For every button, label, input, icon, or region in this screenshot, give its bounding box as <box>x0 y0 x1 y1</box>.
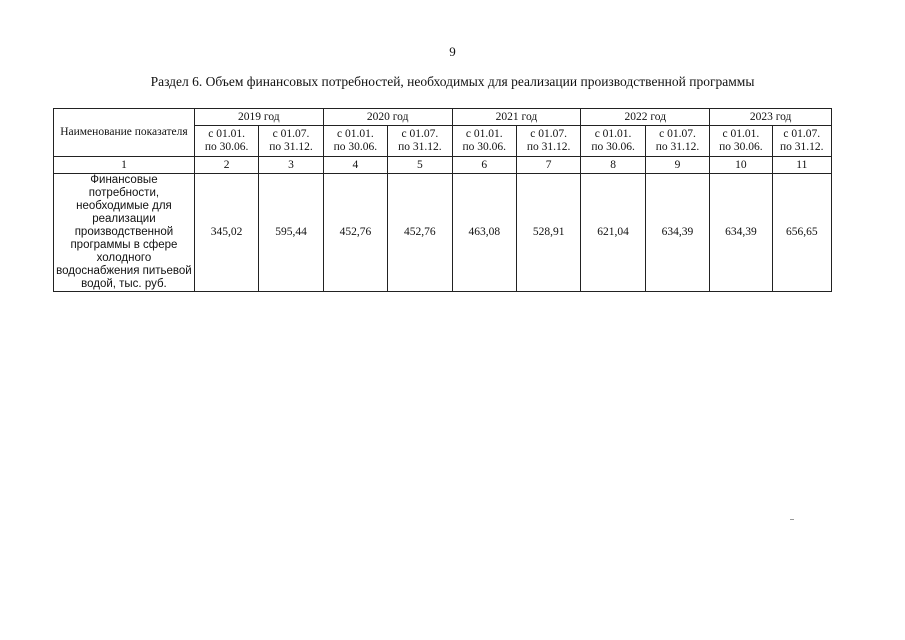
column-number: 2 <box>194 157 258 174</box>
table-row <box>54 174 832 292</box>
financial-needs-table <box>53 108 832 292</box>
year-header: 2021 год <box>452 109 581 126</box>
year-header-row <box>54 109 832 126</box>
period-header: с 01.07. по 31.12. <box>259 126 323 157</box>
period-header: с 01.01. по 30.06. <box>194 126 258 157</box>
column-number: 4 <box>323 157 387 174</box>
column-number: 8 <box>581 157 645 174</box>
period-header: с 01.01. по 30.06. <box>710 126 772 157</box>
value-cell: 634,39 <box>645 174 709 292</box>
value-cell: 345,02 <box>194 174 258 292</box>
value-cell: 528,91 <box>516 174 580 292</box>
value-cell: 463,08 <box>452 174 516 292</box>
column-number: 3 <box>259 157 323 174</box>
indicator-name: Финансовые потребности, необходимые для реализации производственной программы в сфере холодного водоснабжения питьевой водой, тыс. руб. <box>54 174 195 292</box>
column-number: 1 <box>54 157 195 174</box>
column-number: 9 <box>645 157 709 174</box>
period-header: с 01.07. по 31.12. <box>388 126 452 157</box>
column-number: 10 <box>710 157 772 174</box>
value-cell: 452,76 <box>388 174 452 292</box>
column-number: 5 <box>388 157 452 174</box>
scan-speck <box>790 519 794 520</box>
period-header: с 01.07. по 31.12. <box>772 126 831 157</box>
period-header: с 01.01. по 30.06. <box>323 126 387 157</box>
period-header: с 01.01. по 30.06. <box>452 126 516 157</box>
period-header: с 01.01. по 30.06. <box>581 126 645 157</box>
year-header: 2019 год <box>194 109 323 126</box>
page-number: 9 <box>449 44 456 59</box>
period-header: с 01.07. по 31.12. <box>645 126 709 157</box>
column-number: 7 <box>516 157 580 174</box>
year-header: 2022 год <box>581 109 710 126</box>
value-cell: 595,44 <box>259 174 323 292</box>
year-header: 2020 год <box>323 109 452 126</box>
section-title: Раздел 6. Объем финансовых потребностей, необходимых для реализации производственной программы <box>150 74 755 89</box>
value-cell: 621,04 <box>581 174 645 292</box>
year-header: 2023 год <box>710 109 832 126</box>
value-cell: 634,39 <box>710 174 772 292</box>
value-cell: 656,65 <box>772 174 831 292</box>
column-number-row <box>54 157 832 174</box>
column-number: 6 <box>452 157 516 174</box>
indicator-header: Наименование показателя <box>54 109 195 157</box>
period-header: с 01.07. по 31.12. <box>516 126 580 157</box>
value-cell: 452,76 <box>323 174 387 292</box>
column-number: 11 <box>772 157 831 174</box>
